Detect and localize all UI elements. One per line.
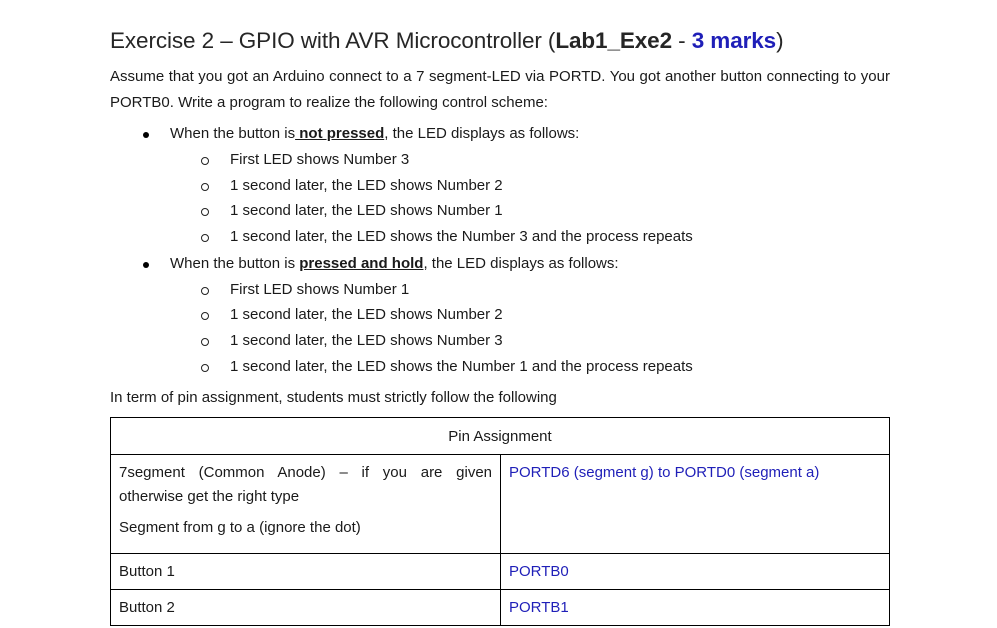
title-suffix: ) bbox=[776, 28, 784, 53]
exercise-title bbox=[110, 28, 784, 54]
table-cell-label: Button 1 bbox=[111, 554, 501, 590]
table-cell-value: PORTB1 bbox=[501, 590, 890, 626]
list-item: 1 second later, the LED shows Number 2 bbox=[230, 306, 503, 323]
bullet-pressed-hold: When the button is pressed and hold, the LED displays as follows: bbox=[170, 255, 619, 272]
list-item: 1 second later, the LED shows Number 1 bbox=[230, 202, 503, 219]
list-item: 1 second later, the LED shows the Number 3 and the process repeats bbox=[230, 228, 693, 245]
sub-bullet-circle bbox=[201, 183, 209, 191]
bullet-dot bbox=[143, 132, 149, 138]
sub-bullet-circle bbox=[201, 234, 209, 242]
table-cell-label: 7segment (Common Anode) – if you are given otherwise get the right type Segment from g to a (ignore the dot) bbox=[111, 455, 501, 554]
pin-intro: In term of pin assignment, students must strictly follow the following bbox=[110, 389, 557, 406]
title-marks: 3 marks bbox=[691, 28, 777, 53]
bullet-not-pressed: When the button is not pressed, the LED displays as follows: bbox=[170, 125, 580, 142]
intro-paragraph: Assume that you got an Arduino connect to a 7 segment-LED via PORTD. You got another button connecting to your PORTB0. Write a program to realize the following control scheme: bbox=[110, 68, 890, 111]
table-cell-value: PORTD6 (segment g) to PORTD0 (segment a) bbox=[501, 455, 890, 554]
list-item: 1 second later, the LED shows the Number 1 and the process repeats bbox=[230, 358, 693, 375]
sub-bullet-circle bbox=[201, 287, 209, 295]
sub-bullet-circle bbox=[201, 157, 209, 165]
sub-bullet-circle bbox=[201, 208, 209, 216]
sub-bullet-circle bbox=[201, 364, 209, 372]
pin-assignment-table bbox=[110, 417, 890, 626]
table-row bbox=[111, 455, 890, 554]
list-item: First LED shows Number 3 bbox=[230, 151, 410, 168]
table-header-row bbox=[111, 418, 890, 455]
table-cell-label: Button 2 bbox=[111, 590, 501, 626]
list-item: First LED shows Number 1 bbox=[230, 281, 410, 298]
title-lab: Lab1_Exe2 bbox=[555, 28, 673, 53]
title-sep: - bbox=[672, 28, 692, 53]
list-item: 1 second later, the LED shows Number 3 bbox=[230, 332, 503, 349]
title-prefix: Exercise 2 – GPIO with AVR Microcontroller ( bbox=[110, 28, 556, 53]
bullet-dot bbox=[143, 262, 149, 268]
list-item: 1 second later, the LED shows Number 2 bbox=[230, 177, 503, 194]
table-row bbox=[111, 554, 890, 590]
table-header: Pin Assignment bbox=[111, 418, 890, 455]
sub-bullet-circle bbox=[201, 312, 209, 320]
sub-bullet-circle bbox=[201, 338, 209, 346]
table-row bbox=[111, 590, 890, 626]
table-cell-value: PORTB0 bbox=[501, 554, 890, 590]
